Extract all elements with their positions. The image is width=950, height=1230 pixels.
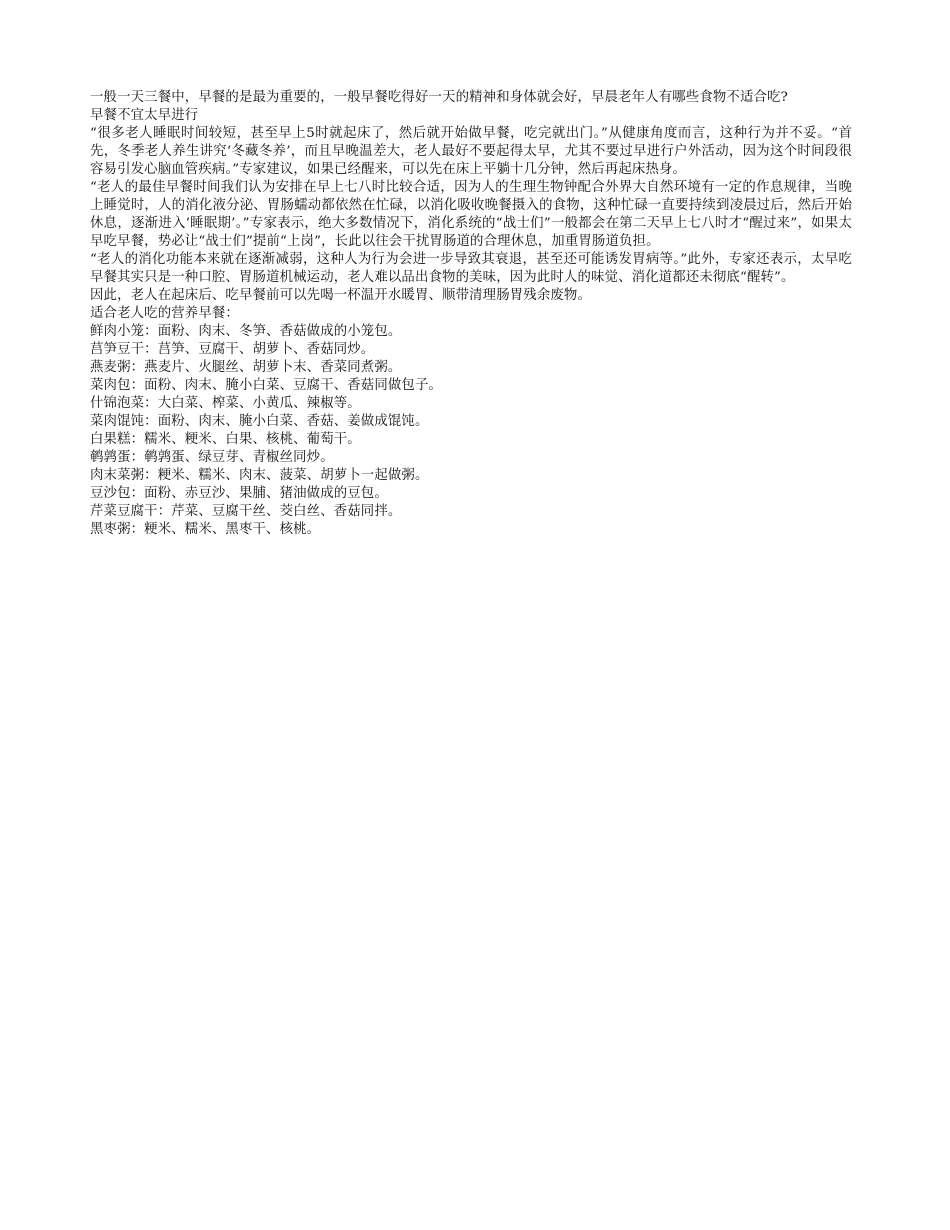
section-heading: 早餐不宜太早进行 xyxy=(90,108,199,123)
recipe-item: 菜肉馄饨：面粉、肉末、腌小白菜、香菇、姜做成馄饨。 xyxy=(90,414,429,429)
recipe-item: 肉末菜粥：粳米、糯米、肉末、菠菜、胡萝卜一起做粥。 xyxy=(90,468,429,483)
recipe-item: 菜肉包：面粉、肉末、腌小白菜、豆腐干、香菇同做包子。 xyxy=(90,378,443,393)
body-paragraph: 因此，老人在起床后、吃早餐前可以先喝一杯温开水暖胃、顺带清理肠胃残余废物。 xyxy=(90,288,592,303)
recipe-item: 什锦泡菜：大白菜、榨菜、小黄瓜、辣椒等。 xyxy=(90,396,361,411)
recipe-item: 鲜肉小笼：面粉、肉末、冬笋、香菇做成的小笼包。 xyxy=(90,324,402,339)
recipe-item: 白果糕：糯米、粳米、白果、核桃、葡萄干。 xyxy=(90,432,361,447)
body-paragraph: “很多老人睡眠时间较短，甚至早上5时就起床了，然后就开始做早餐，吃完就出门。”从健康角度而言，这种行为并不妥。“首先，冬季老人养生讲究‘冬藏冬养’，而且早晚温差大，老人最好不要起得太早，尤其不要过早进行户外活动，因为这个时间段很容易引发心脑血管疾病。”专家建议，如果已经醒来，可以先在床上平躺十几分钟，然后再起床热身。 xyxy=(90,126,852,177)
recipe-item: 黑枣粥：粳米、糯米、黑枣干、核桃。 xyxy=(90,522,321,537)
body-paragraph: “老人的消化功能本来就在逐渐减弱，这种人为行为会进一步导致其衰退，甚至还可能诱发胃病等。”此外，专家还表示，太早吃早餐其实只是一种口腔、胃肠道机械运动，老人难以品出食物的美味，因为此时人的味觉、消化道都还未彻底“醒转”。 xyxy=(90,252,852,285)
intro-paragraph: 一般一天三餐中，早餐的是最为重要的，一般早餐吃得好一天的精神和身体就会好，早晨老年人有哪些食物不适合吃? xyxy=(90,90,788,105)
recipe-item: 豆沙包：面粉、赤豆沙、果脯、猪油做成的豆包。 xyxy=(90,486,388,501)
recipe-item: 芹菜豆腐干：芹菜、豆腐干丝、茭白丝、香菇同拌。 xyxy=(90,504,402,519)
recipe-item: 莒笋豆干：莒笋、豆腐干、胡萝卜、香菇同炒。 xyxy=(90,342,375,357)
body-paragraph: “老人的最佳早餐时间我们认为安排在早上七八时比较合适，因为人的生理生物钟配合外界大自然环境有一定的作息规律，当晚上睡觉时，人的消化液分泌、胃肠蠕动都依然在忙碌，以消化吸收晚餐摄入的食物，这种忙碌一直要持续到凌晨过后，然后开始休息，逐渐进入‘睡眠期’。”专家表示，绝大多数情况下，消化系统的“战士们”一般都会在第二天早上七八时才“醒过来”，如果太早吃早餐，势必让“战士们”提前“上岗”，长此以往会干扰胃肠道的合理休息，加重胃肠道负担。 xyxy=(90,180,852,249)
document-body xyxy=(90,89,852,539)
recipe-item: 鹌鹑蛋：鹌鹑蛋、绿豆芽、青椒丝同炒。 xyxy=(90,450,334,465)
section-heading: 适合老人吃的营养早餐： xyxy=(90,306,239,321)
recipe-item: 燕麦粥：燕麦片、火腿丝、胡萝卜末、香菜同煮粥。 xyxy=(90,360,402,375)
